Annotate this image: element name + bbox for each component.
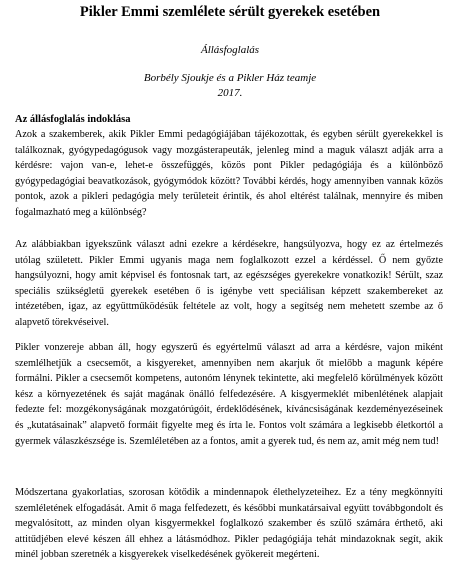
section-heading: Az állásfoglalás indoklása bbox=[15, 114, 131, 125]
paragraph-2: Az alábbiakban igyekszünk választ adni ezekre a kérdésekre, hangsúlyozva, hogy ez az értelmezés utólag született. Pikler Emmi ugyanis maga nem foglalkozott ezzel a kérdéssel. Ő nem győzte hangsúlyozni, hogy amit képvisel és fontosnak tart, az egészséges gyerekekre vonatkozik! Sérült, szaz speciális szükségletű gyerekek esetében ő is igénybe vett speciálisan képzett szakembereket az intézetében, igaz, az együttműködésük feltétele az volt, hogy a segítség nem mehetett szembe az ő alapvető törekvéseivel. bbox=[15, 239, 443, 328]
document-authors: Borbély Sjoukje és a Pikler Ház teamje bbox=[143, 72, 317, 84]
paragraph-4: Módszertana gyakorlatias, szorosan kötődik a mindennapok élethelyzeteihez. Ez a tény megkönnyíti szemléletének elfogadását. Amit ő maga felfedezett, és későbbi munkatársaival együtt továbbgondolt és megvalósított, az minden olyan kisgyermekkel foglalkozó szakember és szülő számára érthető, aki attitűdjében elevé készen áll ehhez a látásmódhoz. Pikler pedagógiája tehát mindazoknak segít, akik minél jobban szeretnék a kisgyerekek viselkedésének gyökereit megérteni. bbox=[15, 487, 443, 561]
paragraph-3: Pikler vonzereje abban áll, hogy egyszerű és egyértelmű választ ad arra a kérdésre, vajon miként szemlélhetjük a csecsemőt, a kisgyereket, amennyiben nem akarjuk őt mielőbb a magunk képére formálni. Pikler a csecsemőt kompetens, autonóm lénynek tekintette, aki megfelelő körülmények között kész a környezetének és saját magának önálló felfedezésére. A kisgyermeklét mibenlétének alapjait fedezte fel: mozgékonyságának mozgatórúgóit, érdeklődésének, kíváncsiságának kezdeményezéseinek és „kutatásainak” alapvető formáit figyelte meg és írta le. Fontos volt számára a legkisebb életkortól a gyermek válaszkészsége is. Szemléletében az a fontos, amit a gyerek tud, és nem az, amit még nem tud! bbox=[15, 342, 443, 447]
document-year: 2017. bbox=[217, 87, 243, 99]
document-subtitle: Állásfoglalás bbox=[200, 44, 260, 56]
document-title: Pikler Emmi szemlélete sérült gyerekek esetében bbox=[79, 4, 381, 20]
paragraph-1: Azok a szakemberek, akik Pikler Emmi pedagógiájában tájékozottak, és egyben sérült gyerekekkel is találkoznak, gyógypedagógusok vagy mozgásterapeuták, jelenleg mind a maguk választ adják arra a kérdésre: vajon van-e, lehet-e összefüggés, közös pont Pikler pedagógiája és a különböző gyógypedagógiai beavatkozások, gyógymódok között? További kérdés, hogy amennyiben vannak közös pontok, azok a pikleri pedagógia mely területeit érintik, és ahol eltérést találnak, mennyire és miben fogalmazható meg a különbség? bbox=[15, 129, 443, 218]
